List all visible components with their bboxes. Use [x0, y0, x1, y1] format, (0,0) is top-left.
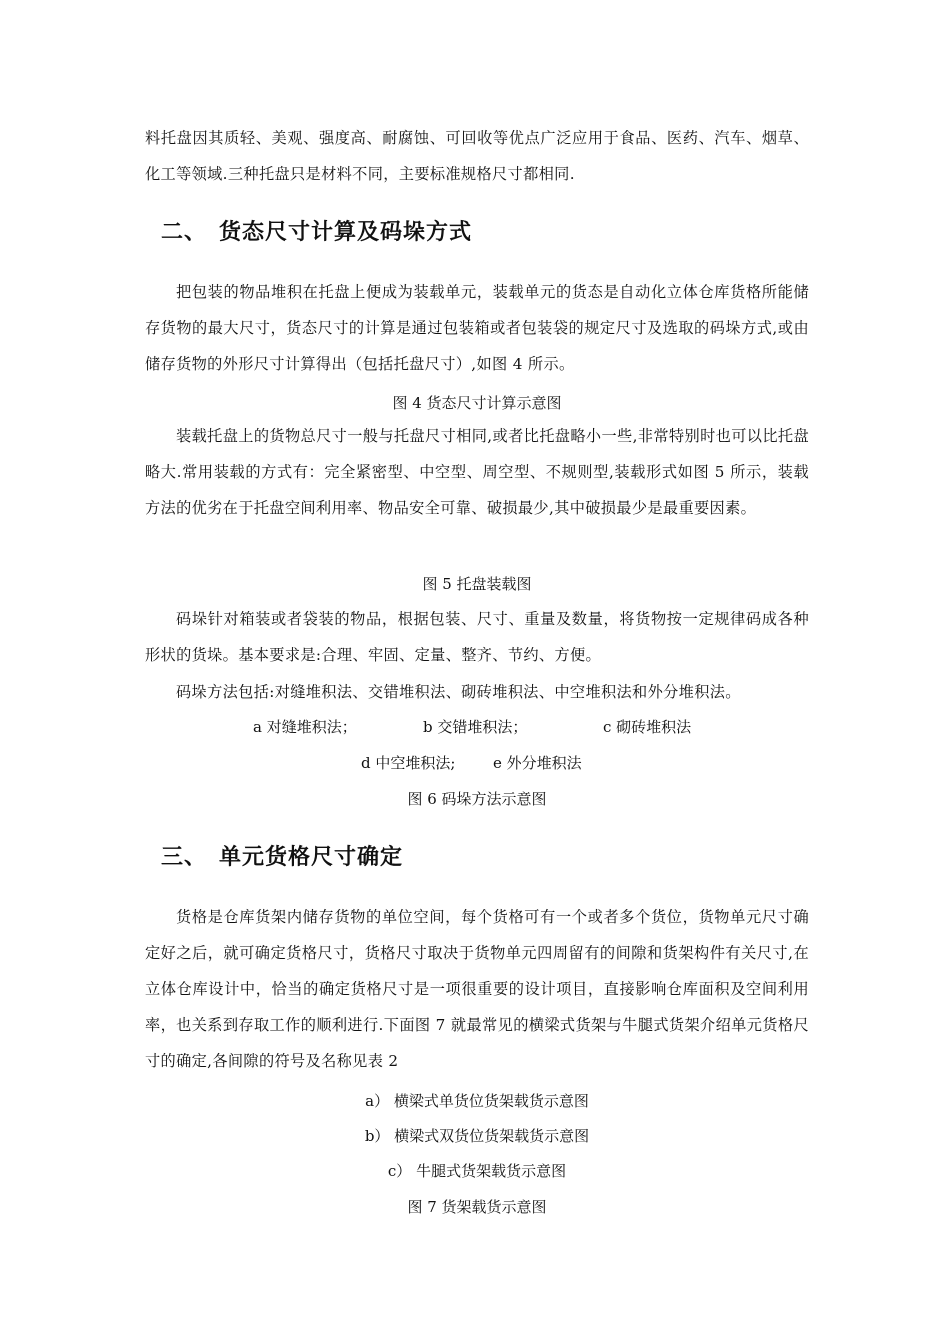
- subcaption-a: a 对缝堆积法；: [253, 718, 357, 736]
- section-2-paragraph-2: 装载托盘上的货物总尺寸一般与托盘尺寸相同,或者比托盘略小一些,非常特别时也可以比托盘略大.常用装载的方式有：完全紧密型、中空型、周空型、不规则型,装载形式如图 5 所示，装载方法的优劣在于托盘空间利用率、物品安全可靠、破损最少,其中破损最少是最重要因素。: [145, 427, 809, 517]
- figure-7a-caption: a） 横梁式单货位货架载货示意图: [365, 1092, 589, 1110]
- subcaption-e: e 外分堆积法: [493, 754, 582, 772]
- figure-7-caption: 图 7 货架载货示意图: [407, 1198, 547, 1216]
- subcaption-b: b 交错堆积法；: [423, 718, 528, 736]
- section-2-paragraph-1: 把包装的物品堆积在托盘上便成为装载单元，装载单元的货态是自动化立体仓库货格所能储存货物的最大尺寸，货态尺寸的计算是通过包装箱或者包装袋的规定尺寸及选取的码垛方式,或由储存货物的外形尺寸计算得出（包括托盘尺寸）,如图 4 所示。: [145, 283, 809, 373]
- section-2-heading: [161, 218, 472, 248]
- section-3-heading: [161, 843, 403, 873]
- section-2-paragraph-3: 码垛针对箱装或者袋装的物品，根据包装、尺寸、重量及数量，将货物按一定规律码成各种形状的货垛。基本要求是:合理、牢固、定量、整齐、节约、方便。: [145, 610, 809, 664]
- figure-5-caption: 图 5 托盘装载图: [422, 575, 532, 593]
- section-3-number: 三、: [161, 845, 208, 870]
- figure-4-caption: 图 4 货态尺寸计算示意图: [392, 394, 562, 412]
- section-3-title: 单元货格尺寸确定: [219, 845, 404, 870]
- intro-paragraph: 料托盘因其质轻、美观、强度高、耐腐蚀、可回收等优点广泛应用于食品、医药、汽车、烟草、化工等领域.三种托盘只是材料不同，主要标准规格尺寸都相同.: [145, 129, 809, 183]
- figure-7b-caption: b） 横梁式双货位货架载货示意图: [364, 1127, 590, 1145]
- subcaption-c: c 砌砖堆积法: [603, 718, 692, 736]
- section-3-paragraph-1: 货格是仓库货架内储存货物的单位空间，每个货格可有一个或者多个货位，货物单元尺寸确定好之后，就可确定货格尺寸，货格尺寸取决于货物单元四周留有的间隙和货架构件有关尺寸,在立体仓库设计中，恰当的确定货格尺寸是一项很重要的设计项目，直接影响仓库面积及空间利用率，也关系到存取工作的顺利进行.下面图 7 就最常见的横梁式货架与牛腿式货架介绍单元货格尺寸的确定,各间隙的符号及名称见表 2: [145, 908, 809, 1070]
- section-2-title: 货态尺寸计算及码垛方式: [219, 220, 473, 245]
- section-2-number: 二、: [161, 220, 208, 245]
- figure-7c-caption: c） 牛腿式货架载货示意图: [387, 1162, 567, 1180]
- figure-6-caption: 图 6 码垛方法示意图: [407, 790, 547, 808]
- section-2-paragraph-4: 码垛方法包括:对缝堆积法、交错堆积法、砌砖堆积法、中空堆积法和外分堆积法。: [176, 683, 741, 701]
- subcaption-d: d 中空堆积法;: [361, 754, 456, 772]
